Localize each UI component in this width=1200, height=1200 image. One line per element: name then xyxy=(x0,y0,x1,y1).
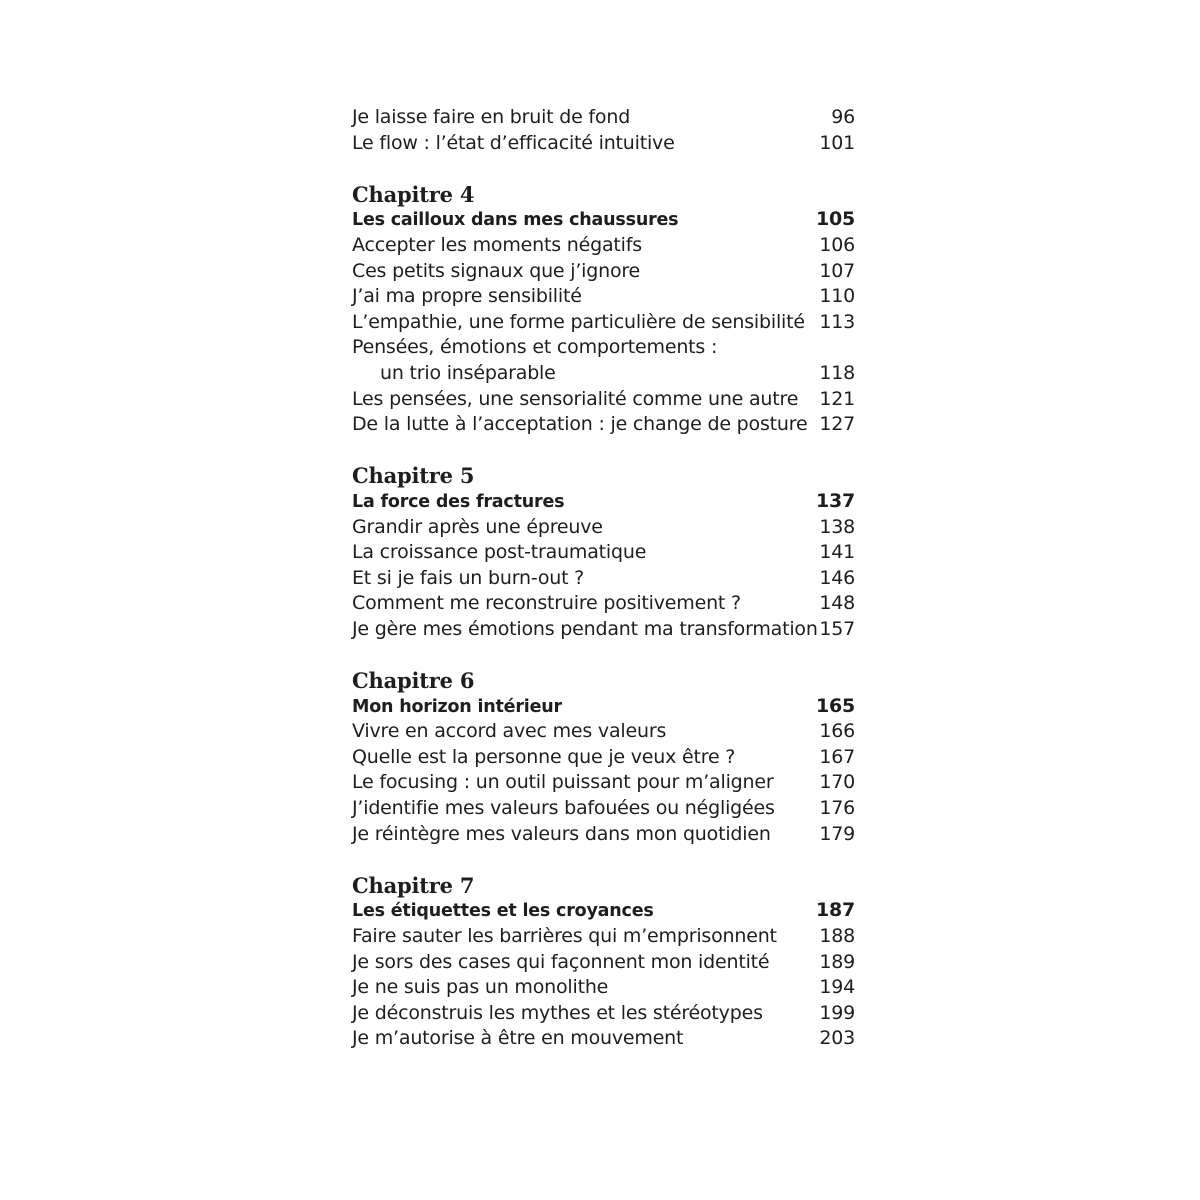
table-of-contents xyxy=(352,105,855,1052)
toc-entry xyxy=(352,284,855,310)
toc-entry xyxy=(352,233,855,259)
toc-entry-page: 179 xyxy=(819,822,855,845)
toc-entry-title-continuation: un trio inséparable xyxy=(380,361,556,384)
toc-entry-page: 188 xyxy=(819,925,855,947)
toc-entry-page: 146 xyxy=(819,566,855,589)
toc-entry-title: Faire sauter les barrières qui m’emprisonnent xyxy=(352,925,777,947)
toc-entry-page: 113 xyxy=(819,310,855,333)
toc-entry xyxy=(352,515,855,541)
chapter-section-page: 165 xyxy=(815,694,855,717)
toc-entry-page: 110 xyxy=(819,285,855,308)
toc-entry-page: 166 xyxy=(819,720,855,743)
toc-entry xyxy=(352,540,855,566)
toc-entry xyxy=(352,796,855,822)
toc-entry-title: Le flow : l’état d’efficacité intuitive xyxy=(352,131,675,154)
toc-entry-title: Le focusing : un outil puissant pour m’aligner xyxy=(352,771,774,794)
toc-entry xyxy=(352,924,855,950)
toc-entry-title: L’empathie, une forme particulière de sensibilité xyxy=(352,310,805,333)
chapter-section-title: Les étiquettes et les croyances xyxy=(352,901,654,922)
toc-entry-page: 148 xyxy=(819,592,855,615)
toc-entry-title: Je sors des cases qui façonnent mon identité xyxy=(352,950,770,973)
chapter-section-page: 137 xyxy=(815,489,855,512)
chapter-label: Chapitre 7 xyxy=(352,872,475,898)
chapter-section xyxy=(352,489,855,515)
toc-entry xyxy=(352,719,855,745)
toc-entry-title: Je gère mes émotions pendant ma transformation xyxy=(352,617,818,640)
toc-entry-title: Les pensées, une sensorialité comme une autre xyxy=(352,387,799,410)
toc-entry-title: Je laisse faire en bruit de fond xyxy=(352,106,631,128)
toc-entry-page: 199 xyxy=(819,1001,855,1024)
toc-entry xyxy=(352,617,855,643)
toc-entry-title: Accepter les moments négatifs xyxy=(352,233,642,256)
toc-entry xyxy=(352,259,855,285)
toc-entry xyxy=(352,1001,855,1027)
toc-entry xyxy=(352,310,855,336)
toc-entry xyxy=(352,745,855,771)
toc-entry-title: Grandir après une épreuve xyxy=(352,515,603,538)
toc-entry xyxy=(352,1026,855,1052)
toc-entry xyxy=(352,566,855,592)
toc-entry-page: 194 xyxy=(819,976,855,999)
chapter-section-page: 187 xyxy=(815,899,855,922)
toc-entry-page: 121 xyxy=(819,387,855,410)
toc-entry-first-line xyxy=(352,335,855,361)
toc-entry-title: J’identifie mes valeurs bafouées ou négligées xyxy=(352,797,775,820)
toc-entry-title: Je ne suis pas un monolithe xyxy=(352,976,609,999)
chapter-label: Chapitre 6 xyxy=(352,668,475,694)
toc-entry-page: 176 xyxy=(819,797,855,820)
toc-entry-title: Ces petits signaux que j’ignore xyxy=(352,259,641,282)
chapter-section-title: La force des fractures xyxy=(352,491,565,512)
toc-entry-page: 189 xyxy=(819,950,855,973)
chapter-section-title: Mon horizon intérieur xyxy=(352,696,562,717)
toc-entry-title: La croissance post-traumatique xyxy=(352,541,647,564)
toc-entry xyxy=(352,950,855,976)
toc-entry xyxy=(352,975,855,1001)
chapter-label: Chapitre 5 xyxy=(352,463,475,489)
toc-entry-page: 203 xyxy=(819,1027,855,1050)
toc-entry-page: 138 xyxy=(819,515,855,538)
toc-entry-page: 141 xyxy=(819,541,855,564)
chapter-section xyxy=(352,207,855,233)
toc-entry xyxy=(352,412,855,438)
toc-entry-title: Pensées, émotions et comportements : xyxy=(352,336,718,359)
toc-entry-title: De la lutte à l’acceptation : je change de posture xyxy=(352,413,808,436)
toc-entry-title: Je m’autorise à être en mouvement xyxy=(352,1027,684,1050)
toc-entry-page: 106 xyxy=(819,233,855,256)
toc-entry-page: 157 xyxy=(819,617,855,640)
chapter-label: Chapitre 4 xyxy=(352,181,475,207)
toc-entry xyxy=(352,822,855,848)
toc-entry xyxy=(352,387,855,413)
toc-entry-page: 127 xyxy=(819,413,855,436)
toc-entry-page: 107 xyxy=(819,259,855,282)
chapter-section xyxy=(352,898,855,924)
toc-entry-page: 118 xyxy=(819,361,855,384)
toc-entry-page: 101 xyxy=(819,131,855,154)
toc-entry-title: Je réintègre mes valeurs dans mon quotidien xyxy=(352,822,771,845)
toc-entry-title: Je déconstruis les mythes et les stéréotypes xyxy=(352,1001,763,1024)
chapter-section-page: 105 xyxy=(815,208,855,231)
toc-entry-title: Et si je fais un burn-out ? xyxy=(352,566,585,589)
toc-entry-page: 167 xyxy=(819,745,855,768)
toc-entry xyxy=(352,591,855,617)
toc-entry-page: 96 xyxy=(831,106,855,128)
toc-entry xyxy=(352,770,855,796)
chapter-section-title: Les cailloux dans mes chaussures xyxy=(352,210,679,231)
toc-entry-title: Comment me reconstruire positivement ? xyxy=(352,592,741,615)
chapter-section xyxy=(352,694,855,720)
toc-entry xyxy=(352,131,855,157)
toc-entry xyxy=(352,105,855,131)
toc-entry-title: Vivre en accord avec mes valeurs xyxy=(352,720,667,743)
toc-entry-page: 170 xyxy=(819,771,855,794)
toc-entry-title: Quelle est la personne que je veux être ? xyxy=(352,745,736,768)
toc-entry-continuation xyxy=(352,361,855,387)
toc-entry-title: J’ai ma propre sensibilité xyxy=(352,285,582,308)
